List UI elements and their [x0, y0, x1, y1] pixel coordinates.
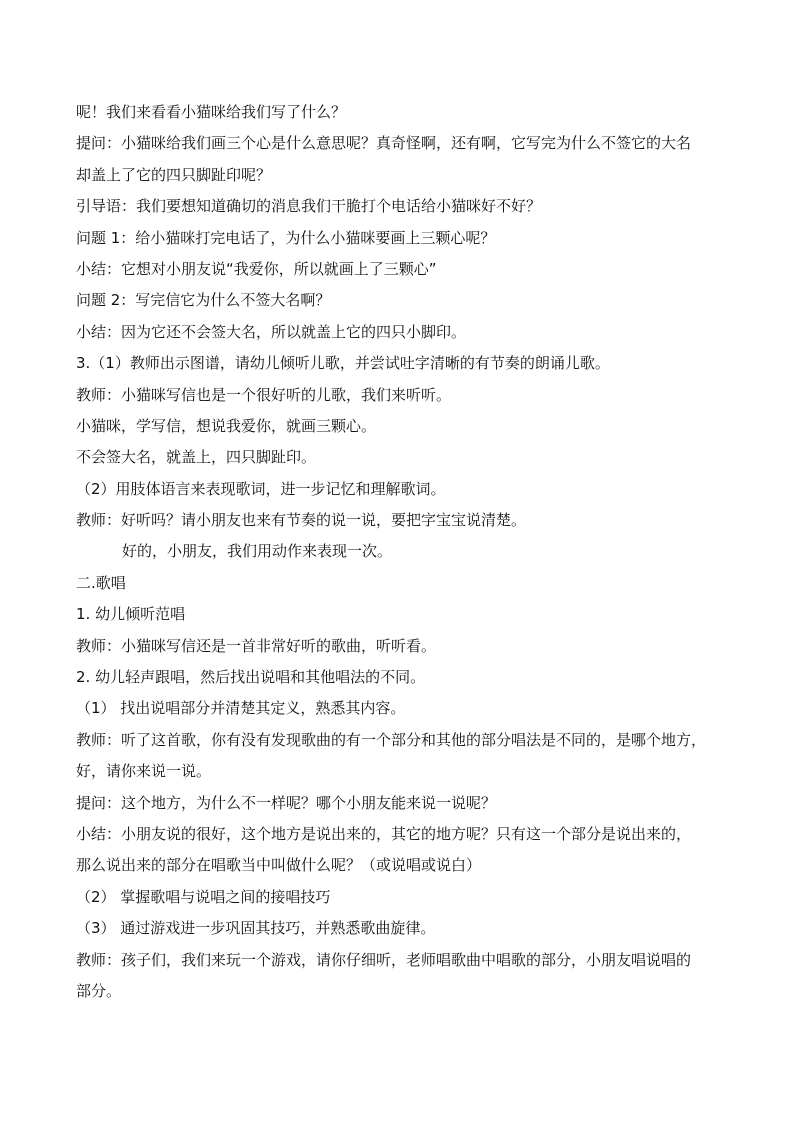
section-heading: 二.歌唱 [76, 573, 126, 592]
paragraph-line: 教师：小猫咪写信还是一首非常好听的歌曲，听听看。 [76, 636, 437, 655]
document-body [76, 97, 726, 1007]
paragraph-line: （2） 掌握歌唱与说唱之间的接唱技巧 [76, 887, 331, 906]
paragraph-line: 教师：好听吗？请小朋友也来有节奏的说一说，要把字宝宝说清楚。 [76, 511, 527, 530]
paragraph-line: 引导语：我们要想知道确切的消息我们干脆打个电话给小猫咪好不好？ [76, 197, 542, 216]
paragraph-line: 教师：听了这首歌，你有没有发现歌曲的有一个部分和其他的部分唱法是不同的，是哪个地方， [76, 730, 707, 749]
paragraph-line: 教师：小猫咪写信也是一个很好听的儿歌，我们来听听。 [76, 385, 452, 404]
paragraph-line: 教师：孩子们，我们来玩一个游戏，请你仔细听，老师唱歌曲中唱歌的部分，小朋友唱说唱的 [76, 950, 692, 969]
paragraph-line: 小结：小朋友说的很好，这个地方是说出来的，其它的地方呢？只有这一个部分是说出来的， [76, 824, 692, 843]
paragraph-line: 问题 1：给小猫咪打完电话了，为什么小猫咪要画上三颗心呢？ [76, 228, 496, 247]
lyric-line: 不会签大名，就盖上，四只脚趾印。 [76, 448, 317, 467]
paragraph-line: 却盖上了它的四只脚趾印呢？ [76, 165, 272, 184]
paragraph-line: 好的，小朋友，我们用动作来表现一次。 [122, 542, 393, 561]
paragraph-line: 3.（1）教师出示图谱，请幼儿倾听儿歌，并尝试吐字清晰的有节奏的朗诵儿歌。 [76, 354, 610, 373]
paragraph-line: 小结：因为它还不会签大名，所以就盖上它的四只小脚印。 [76, 322, 467, 341]
paragraph-line: 提问：这个地方，为什么不一样呢？哪个小朋友能来说一说呢？ [76, 793, 497, 812]
paragraph-line: 那么说出来的部分在唱歌当中叫做什么呢？（或说唱或说白） [76, 856, 482, 875]
paragraph-line: 好，请你来说一说。 [76, 762, 212, 781]
paragraph-line: 2. 幼儿轻声跟唱，然后找出说唱和其他唱法的不同。 [76, 668, 426, 687]
lyric-line: 小猫咪，学写信，想说我爱你，就画三颗心。 [76, 416, 377, 435]
paragraph-line: 问题 2：写完信它为什么不签大名啊？ [76, 291, 331, 310]
paragraph-line: 提问：小猫咪给我们画三个心是什么意思呢？真奇怪啊，还有啊，它写完为什么不签它的大名 [76, 134, 692, 153]
paragraph-line: （1） 找出说唱部分并清楚其定义，熟悉其内容。 [76, 699, 406, 718]
paragraph-line: （2）用肢体语言来表现歌词，进一步记忆和理解歌词。 [76, 479, 446, 498]
paragraph-line: 部分。 [76, 981, 122, 1000]
paragraph-line: 呢！我们来看看小猫咪给我们写了什么？ [76, 103, 347, 121]
paragraph-line: （3） 通过游戏进一步巩固其技巧，并熟悉歌曲旋律。 [76, 919, 436, 938]
paragraph-line: 1. 幼儿倾听范唱 [76, 605, 186, 624]
paragraph-line: 小结：它想对小朋友说“我爱你，所以就画上了三颗心” [76, 259, 437, 278]
